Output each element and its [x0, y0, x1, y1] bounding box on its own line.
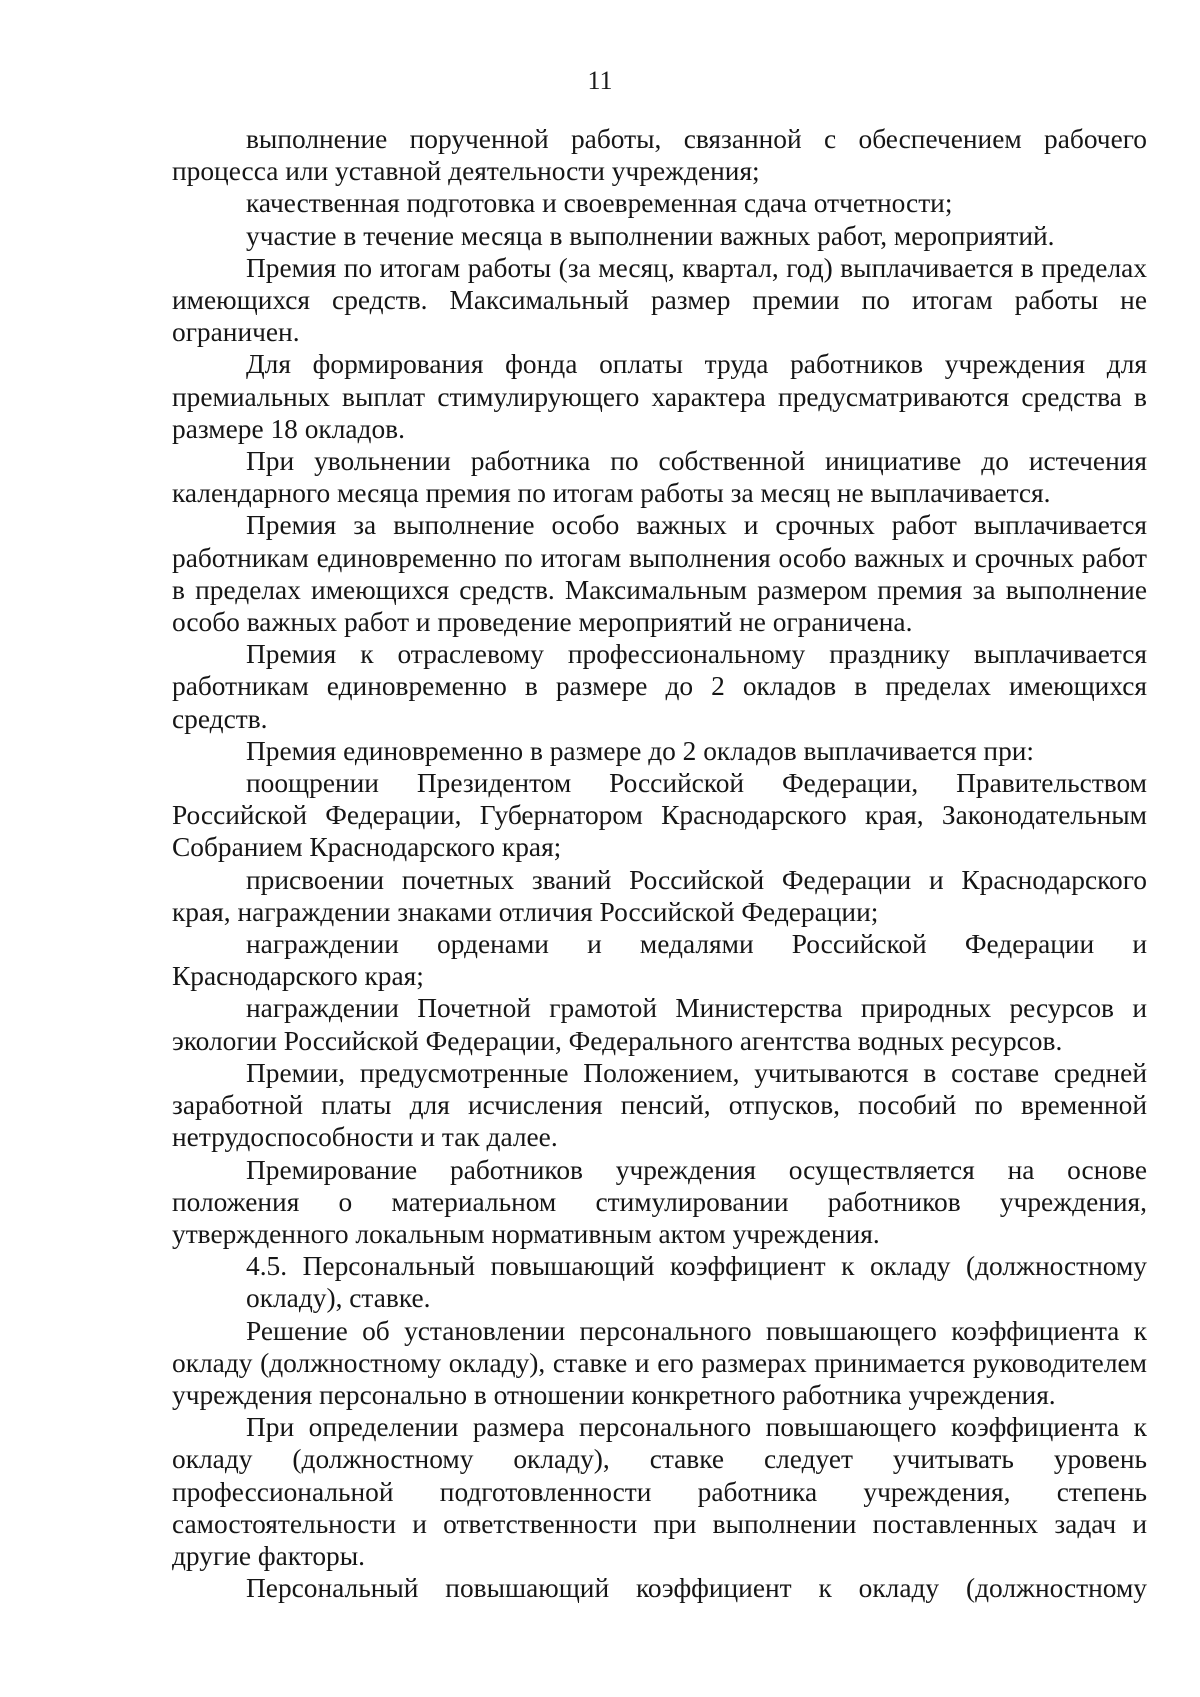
- paragraph: Персональный повышающий коэффициент к окладу (должностному: [246, 1573, 1147, 1604]
- paragraph: качественная подготовка и своевременная сдача отчетности;: [246, 188, 953, 219]
- page-number: 11: [587, 66, 613, 95]
- paragraph: При определении размера персонального повышающего коэффициента к окладу (должностному окладу), ставке следует учитывать уровень профессиональной подготовленности работника учреждения, степень самостоятельности и ответственности при выполнении поставленных задач и другие факторы.: [172, 1412, 1147, 1571]
- paragraph: присвоении почетных званий Российской Федерации и Краснодарского края, награждении знаками отличия Российской Федерации;: [172, 864, 1147, 927]
- paragraph: поощрении Президентом Российской Федерации, Правительством Российской Федерации, Губернатором Краснодарского края, Законодательным Собранием Краснодарского края;: [172, 768, 1147, 863]
- paragraph: Премия единовременно в размере до 2 окладов выплачивается при:: [246, 735, 1035, 766]
- paragraph: Решение об установлении персонального повышающего коэффициента к окладу (должностному окладу), ставке и его размерах принимается руководителем учреждения персонально в отношении конкретного работника учреждения.: [172, 1315, 1147, 1410]
- paragraph: Премия по итогам работы (за месяц, квартал, год) выплачивается в пределах имеющихся средств. Максимальный размер премии по итогам работы не ограничен.: [172, 252, 1147, 348]
- paragraph: Премия к отраслевому профессиональному празднику выплачивается работникам единовременно в размере до 2 окладов в пределах имеющихся средств.: [172, 639, 1147, 734]
- paragraph: награждении Почетной грамотой Министерства природных ресурсов и экологии Российской Федерации, Федерального агентства водных ресурсов.: [172, 993, 1147, 1056]
- paragraph: участие в течение месяца в выполнении важных работ, мероприятий.: [246, 220, 1055, 251]
- paragraph: При увольнении работника по собственной инициативе до истечения календарного месяца премия по итогам работы за месяц не выплачивается.: [172, 446, 1147, 509]
- paragraph: Для формирования фонда оплаты труда работников учреждения для премиальных выплат стимулирующего характера предусматриваются средства в размере 18 окладов.: [172, 349, 1147, 444]
- section-heading: 4.5. Персональный повышающий коэффициент к окладу (должностному окладу), ставке.: [246, 1251, 1147, 1314]
- paragraph: Премирование работников учреждения осуществляется на основе положения о материальном стимулировании работников учреждения, утвержденного локальным нормативным актом учреждения.: [172, 1154, 1147, 1249]
- paragraph: Премия за выполнение особо важных и срочных работ выплачивается работникам единовременно по итогам выполнения особо важных и срочных работ в пределах имеющихся средств. Максимальным размером премия за выполнение особо важных работ и проведение мероприятий не ограничена.: [172, 510, 1147, 638]
- paragraph: награждении орденами и медалями Российской Федерации и Краснодарского края;: [172, 929, 1147, 992]
- paragraph: выполнение порученной работы, связанной с обеспечением рабочего процесса или уставной деятельности учреждения;: [172, 124, 1147, 187]
- paragraph: Премии, предусмотренные Положением, учитываются в составе средней заработной платы для исчисления пенсий, отпусков, пособий по временной нетрудоспособности и так далее.: [172, 1057, 1147, 1153]
- document-body: [172, 123, 1147, 1604]
